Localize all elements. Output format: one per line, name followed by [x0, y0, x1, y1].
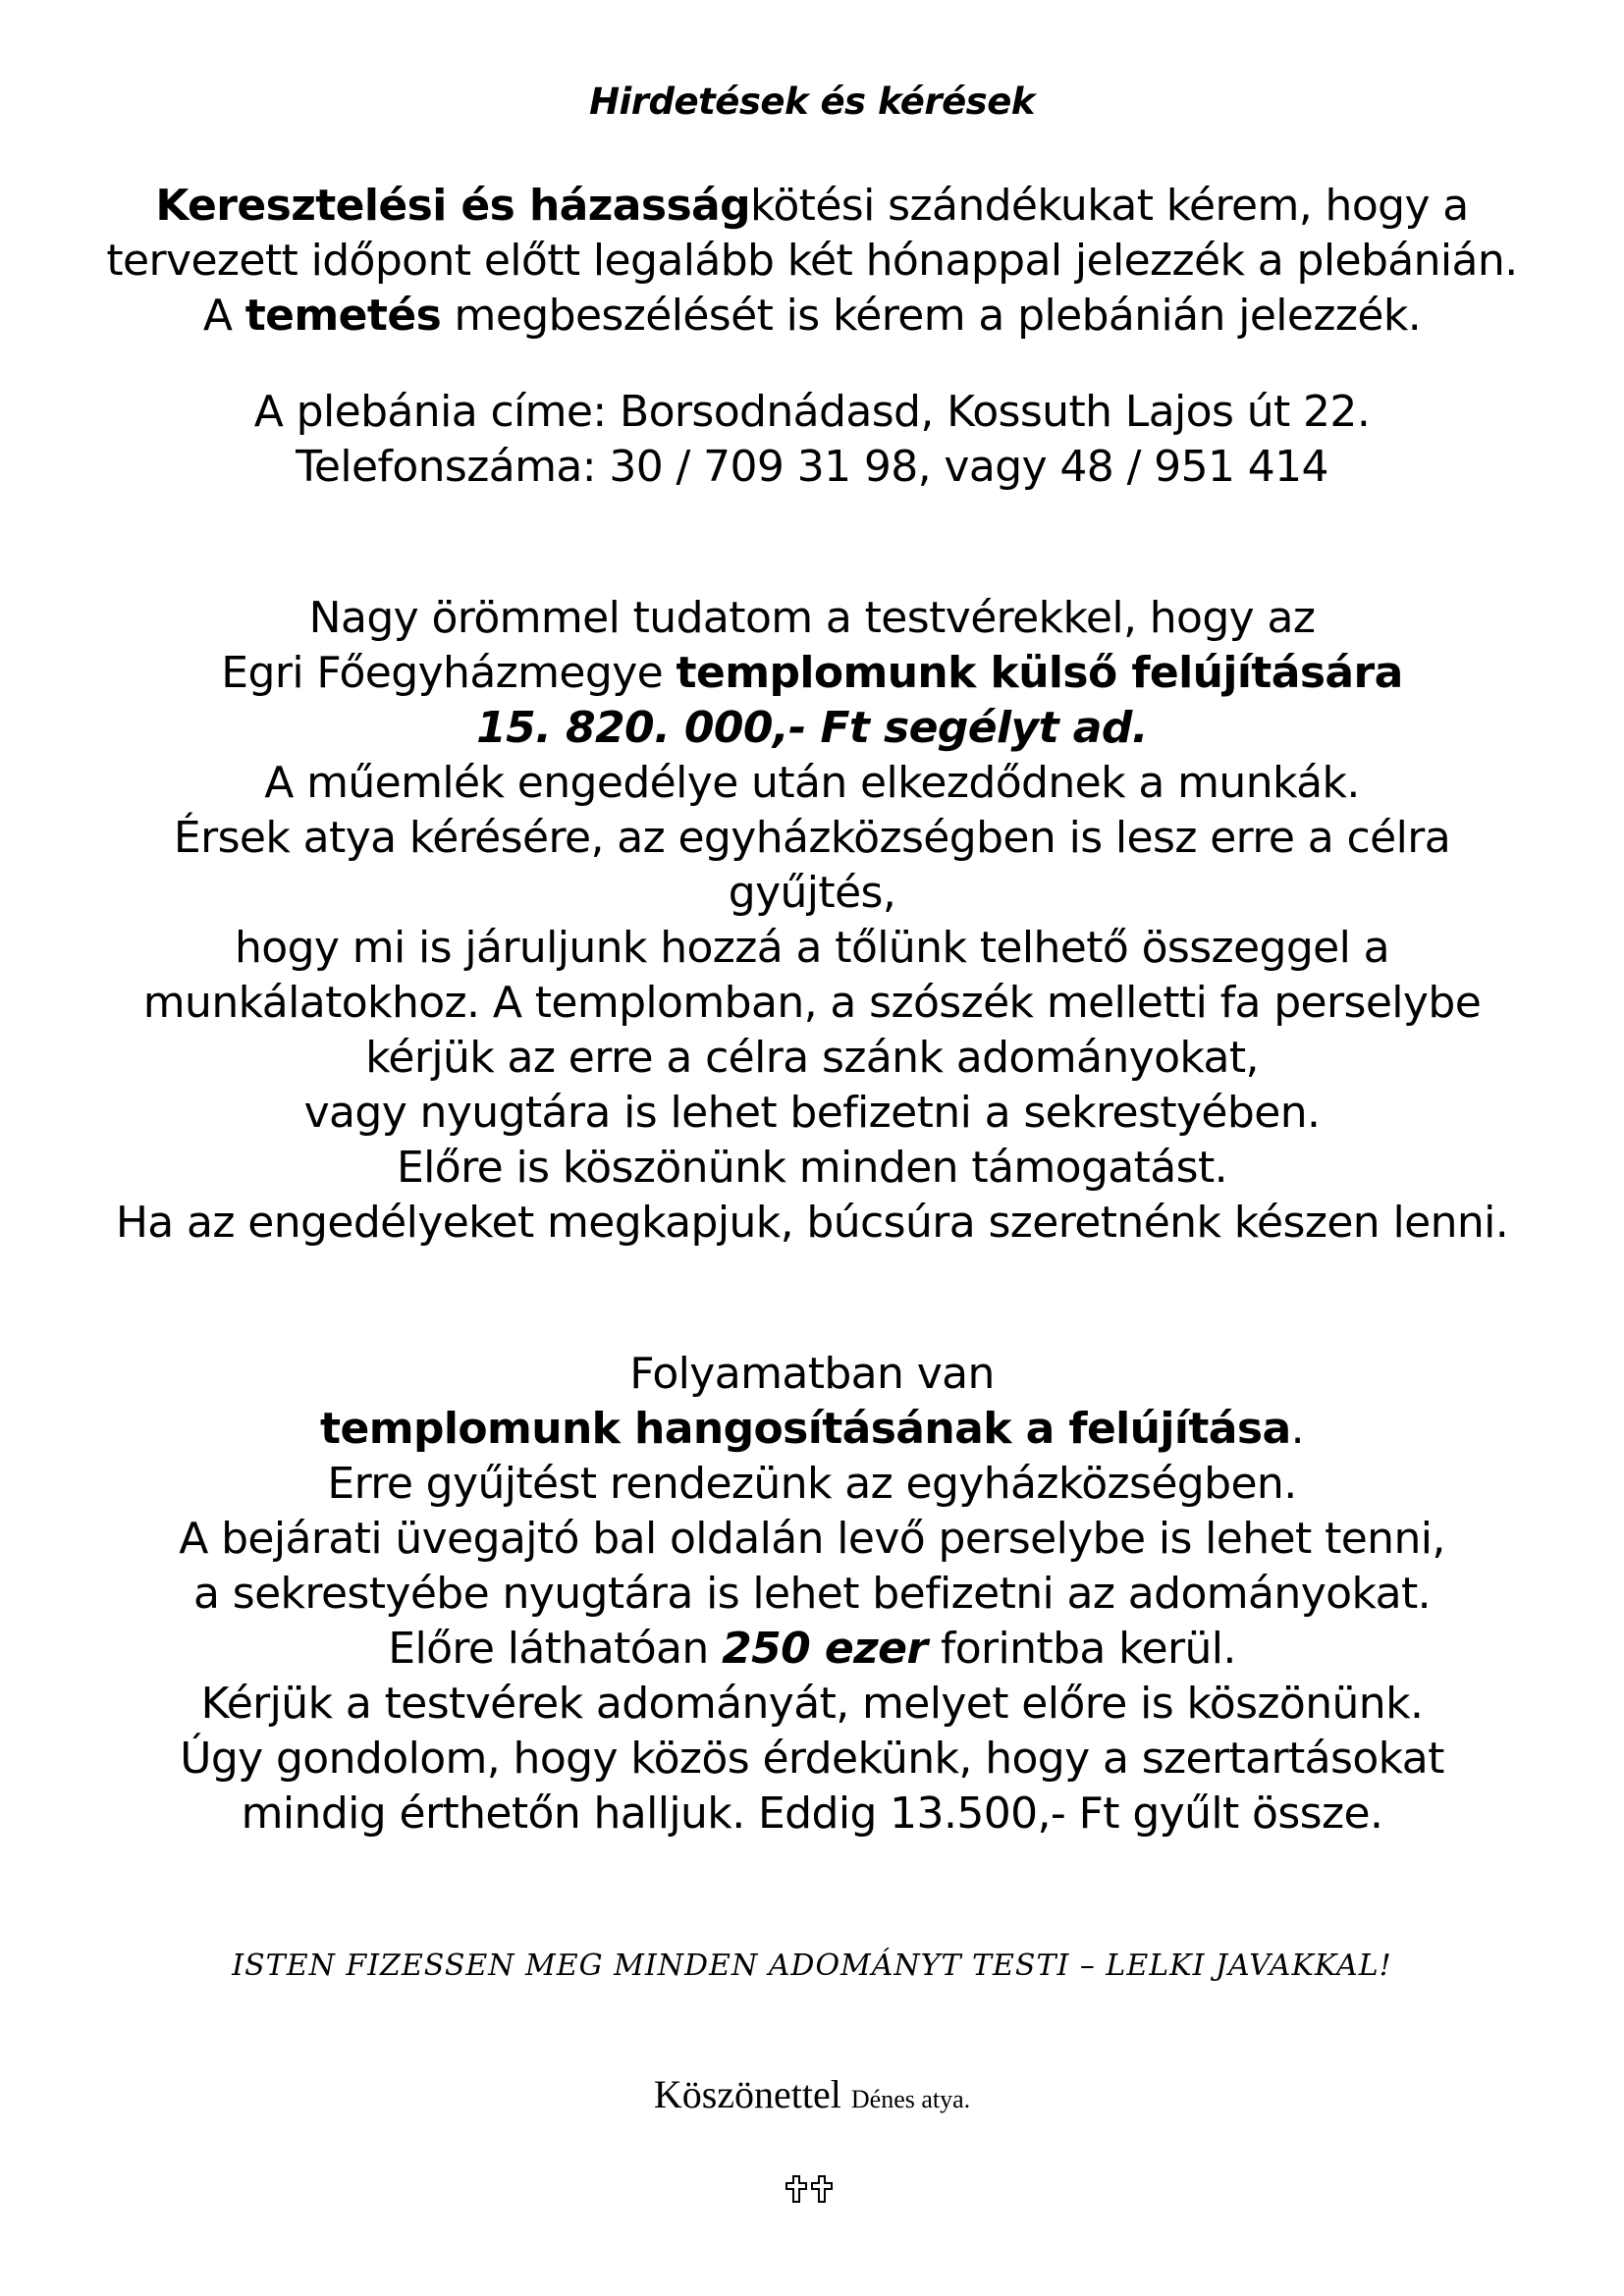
para3-line-8: Úgy gondolom, hogy közös érdekünk, hogy a szertartásokat: [180, 1734, 1444, 1784]
para2-line-6: gyűjtés,: [728, 868, 896, 918]
footer-crosses: [0, 2174, 1624, 2208]
para1-line-2: tervezett időpont előtt legalább két hónappal jelezzék a plebánián.: [106, 236, 1518, 286]
para3-line-3: Erre gyűjtést rendezünk az egyházközségben.: [327, 1459, 1297, 1509]
sound-system-emphasis: templomunk hangosításának a felújítása: [320, 1404, 1291, 1454]
blessing-text: ISTEN FIZESSEN MEG MINDEN ADOMÁNYT TESTI – LELKI JAVAKKAL!: [232, 1949, 1392, 1983]
funeral-emphasis: temetés: [244, 291, 442, 341]
para2-line-7: hogy mi is járuljunk hozzá a tőlünk telhető összeggel a: [234, 923, 1390, 973]
grant-amount: 15. 820. 000,- Ft segélyt ad.: [476, 703, 1148, 753]
para1-line-1-text: kötési szándékukat kérem, hogy a: [750, 181, 1469, 231]
parish-address: A plebánia címe: Borsodnádasd, Kossuth Lajos út 22.: [253, 387, 1371, 437]
para3-line-1: Folyamatban van: [629, 1349, 995, 1399]
para2-line-1: Nagy örömmel tudatom a testvérekkel, hogy az: [308, 593, 1316, 643]
signature-name: Dénes atya.: [850, 2085, 971, 2113]
para2-line-4: A műemlék engedélye után elkezdődnek a munkák.: [264, 758, 1360, 808]
para1-line-3: [0, 289, 1624, 344]
para2-line-8: munkálatokhoz. A templomban, a szószék melletti fa perselybe: [142, 978, 1482, 1028]
parish-phone: Telefonszáma: 30 / 709 31 98, vagy 48 / 951 414: [296, 442, 1328, 492]
para1-line-1: [0, 179, 1624, 234]
para1-line-3-text: megbeszélését is kérem a plebánián jelezzék.: [441, 291, 1422, 341]
para3-line-9: mindig érthetőn halljuk. Eddig 13.500,- Ft gyűlt össze.: [241, 1789, 1383, 1839]
para2-line-10: vagy nyugtára is lehet befizetni a sekrestyében.: [303, 1088, 1321, 1138]
para2-line-11: Előre is köszönünk minden támogatást.: [396, 1143, 1228, 1193]
para3-line-2: [0, 1402, 1624, 1457]
baptism-marriage-emphasis: Keresztelési és házasság: [155, 181, 751, 231]
para3-line-4: A bejárati üvegajtó bal oldalán levő perselybe is lehet tenni,: [179, 1514, 1445, 1564]
para2-line-9: kérjük az erre a célra szánk adományokat,: [365, 1033, 1259, 1083]
para2-line-2: [0, 646, 1624, 701]
para1-line-3-prefix: A: [202, 291, 245, 341]
cost-emphasis: 250 ezer: [722, 1624, 928, 1674]
renovation-emphasis: templomunk külső felújítására: [676, 648, 1403, 698]
para2-line-12: Ha az engedélyeket megkapjuk, búcsúra szeretnénk készen lenni.: [115, 1198, 1509, 1248]
thanks-text: Köszönettel: [653, 2072, 841, 2116]
para3-line-7: Kérjük a testvérek adományát, melyet előre is köszönünk.: [200, 1679, 1424, 1729]
para2-line-5: Érsek atya kérésére, az egyházközségben is lesz erre a célra: [173, 813, 1451, 863]
para2-line-2-text: Egri Főegyházmegye: [221, 648, 677, 698]
para3-line-6-suffix: forintba kerül.: [927, 1624, 1236, 1674]
para3-line-6: [0, 1622, 1624, 1677]
para3-line-5: a sekrestyébe nyugtára is lehet befizetni az adományokat.: [193, 1569, 1431, 1619]
thanks-signature: [0, 2071, 1624, 2117]
para3-line-2-period: .: [1290, 1404, 1304, 1454]
double-cross-icon: [783, 2174, 841, 2204]
para3-line-6-text: Előre láthatóan: [388, 1624, 723, 1674]
page-title: Hirdetések és kérések: [589, 80, 1035, 123]
